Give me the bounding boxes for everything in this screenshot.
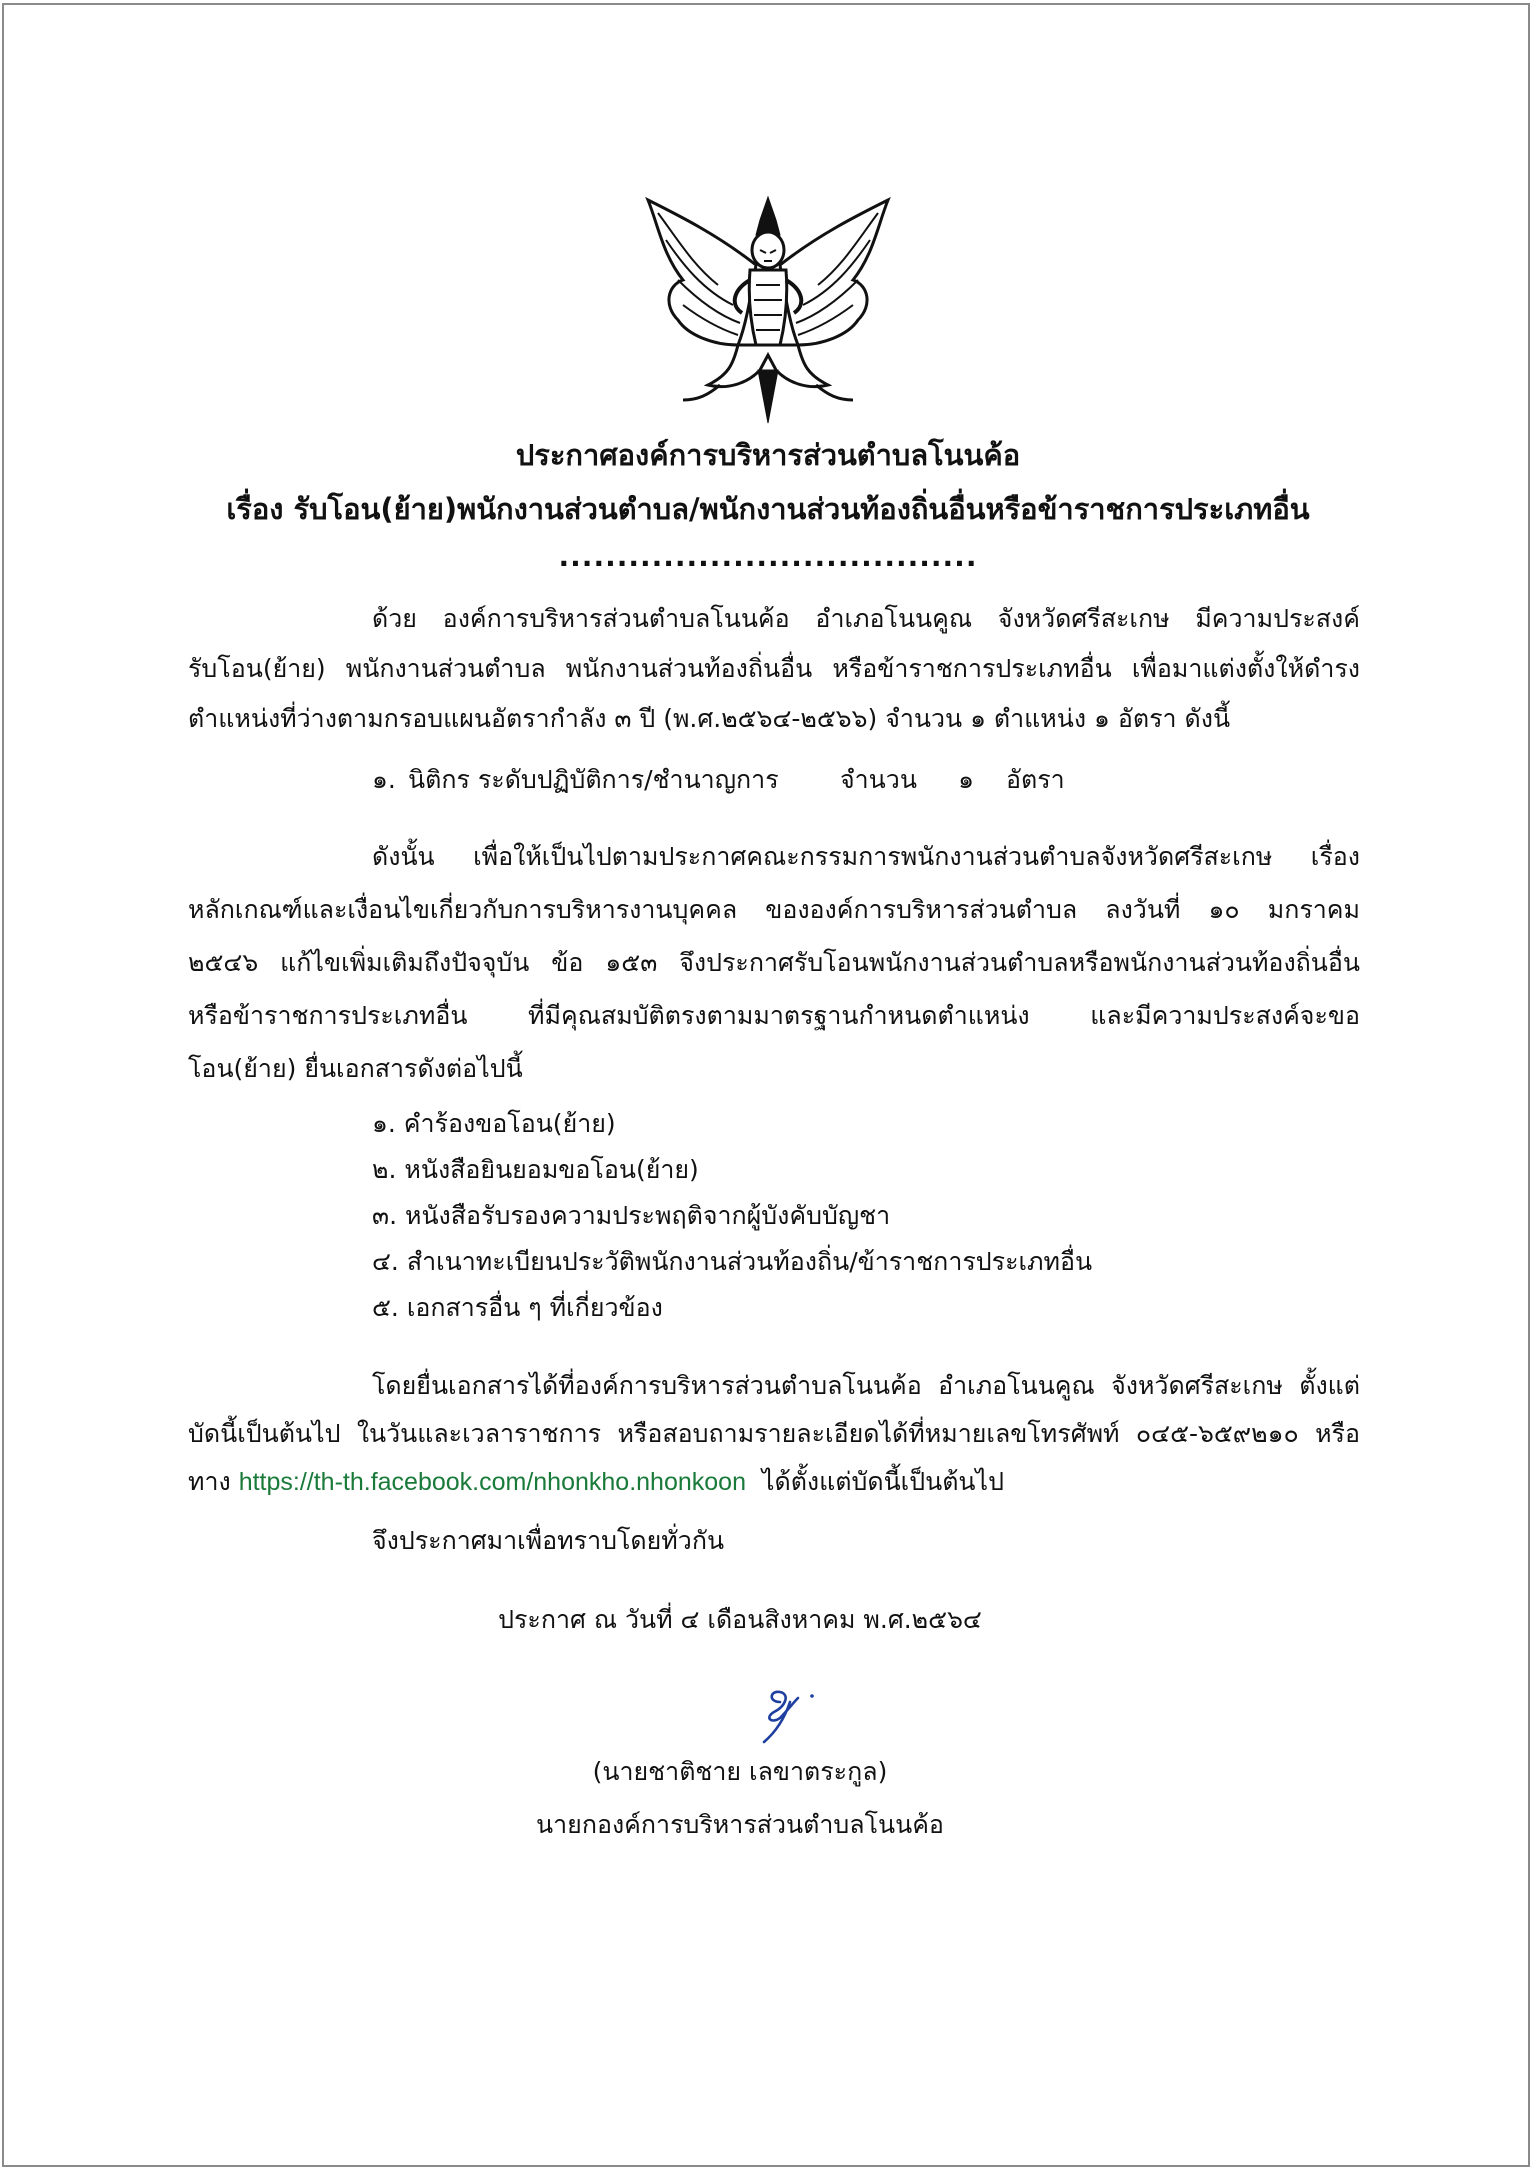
position-number: ๑. bbox=[372, 765, 396, 794]
garuda-emblem-icon bbox=[638, 195, 898, 425]
document-item-5: ๕. เอกสารอื่น ๆ ที่เกี่ยวข้อง bbox=[372, 1293, 663, 1322]
announcement-date: ประกาศ ณ วันที่ ๔ เดือนสิงหาคม พ.ศ.๒๕๖๔ bbox=[498, 1605, 982, 1634]
facebook-link[interactable]: https://th-th.facebook.com/nhonkho.nhonkoon bbox=[238, 1468, 746, 1496]
position-count: ๑ bbox=[958, 765, 974, 794]
position-count-label: จำนวน bbox=[840, 765, 917, 794]
document-item-4: ๔. สำเนาทะเบียนประวัติพนักงานส่วนท้องถิ่น/ข้าราชการประเภทอื่น bbox=[372, 1247, 1093, 1276]
body-line-2: หลักเกณฑ์และเงื่อนไขเกี่ยวกับการบริหารงานบุคคล ขององค์การบริหารส่วนตำบล ลงวันที่ ๑๐ มกราคม bbox=[188, 895, 1360, 924]
position-unit: อัตรา bbox=[1006, 765, 1065, 794]
body-line-3: ๒๕๔๖ แก้ไขเพิ่มเติมถึงปัจจุบัน ข้อ ๑๕๓ จึงประกาศรับโอนพนักงานส่วนตำบลหรือพนักงานส่วนท้องถิ่นอื่น bbox=[188, 948, 1360, 977]
document-item-2: ๒. หนังสือยินยอมขอโอน(ย้าย) bbox=[372, 1155, 699, 1184]
closing-statement: จึงประกาศมาเพื่อทราบโดยทั่วกัน bbox=[372, 1526, 725, 1555]
intro-line-1: ด้วย องค์การบริหารส่วนตำบลโนนค้อ อำเภอโนนคูณ จังหวัดศรีสะเกษ มีความประสงค์ bbox=[372, 604, 1360, 633]
contact-line-3 bbox=[188, 1465, 1360, 1499]
signer-title: นายกองค์การบริหารส่วนตำบลโนนค้อ bbox=[536, 1810, 944, 1839]
contact-line-2: บัดนี้เป็นต้นไป ในวันและเวลาราชการ หรือสอบถามรายละเอียดได้ที่หมายเลขโทรศัพท์ ๐๔๕-๖๕๙๒๑๐ หรือ bbox=[188, 1419, 1360, 1448]
announcement-title: ประกาศองค์การบริหารส่วนตำบลโนนค้อ bbox=[515, 438, 1021, 472]
body-line-4: หรือข้าราชการประเภทอื่น ที่มีคุณสมบัติตรงตามมาตรฐานกำหนดตำแหน่ง และมีความประสงค์จะขอ bbox=[188, 1001, 1360, 1030]
announcement-subject: เรื่อง รับโอน(ย้าย)พนักงานส่วนตำบล/พนักงานส่วนท้องถิ่นอื่นหรือข้าราชการประเภทอื่น bbox=[226, 492, 1310, 526]
position-name: นิติกร ระดับปฏิบัติการ/ชำนาญการ bbox=[408, 765, 779, 794]
intro-line-3: ตำแหน่งที่ว่างตามกรอบแผนอัตรากำลัง ๓ ปี (พ.ศ.๒๕๖๔-๒๕๖๖) จำนวน ๑ ตำแหน่ง ๑ อัตรา ดังนี้ bbox=[188, 704, 1231, 733]
contact-prefix: ทาง bbox=[188, 1467, 231, 1496]
contact-suffix: ได้ตั้งแต่บัดนี้เป็นต้นไป bbox=[761, 1467, 1004, 1496]
title-separator: .................................... bbox=[558, 540, 978, 573]
signer-name: (นายชาติชาย เลขาตระกูล) bbox=[592, 1757, 888, 1786]
contact-line-1: โดยยื่นเอกสารได้ที่องค์การบริหารส่วนตำบลโนนค้อ อำเภอโนนคูณ จังหวัดศรีสะเกษ ตั้งแต่ bbox=[372, 1371, 1360, 1400]
document-item-3: ๓. หนังสือรับรองความประพฤติจากผู้บังคับบัญชา bbox=[372, 1201, 891, 1230]
body-line-1: ดังนั้น เพื่อให้เป็นไปตามประกาศคณะกรรมการพนักงานส่วนตำบลจังหวัดศรีสะเกษ เรื่อง bbox=[372, 842, 1360, 871]
handwritten-signature bbox=[750, 1672, 830, 1752]
intro-line-2: รับโอน(ย้าย) พนักงานส่วนตำบล พนักงานส่วนท้องถิ่นอื่น หรือข้าราชการประเภทอื่น เพื่อมาแต่งตั้งให้ดำรง bbox=[188, 654, 1360, 683]
body-line-5: โอน(ย้าย) ยื่นเอกสารดังต่อไปนี้ bbox=[188, 1054, 523, 1083]
position-item bbox=[372, 763, 1065, 797]
document-item-1: ๑. คำร้องขอโอน(ย้าย) bbox=[372, 1109, 616, 1138]
